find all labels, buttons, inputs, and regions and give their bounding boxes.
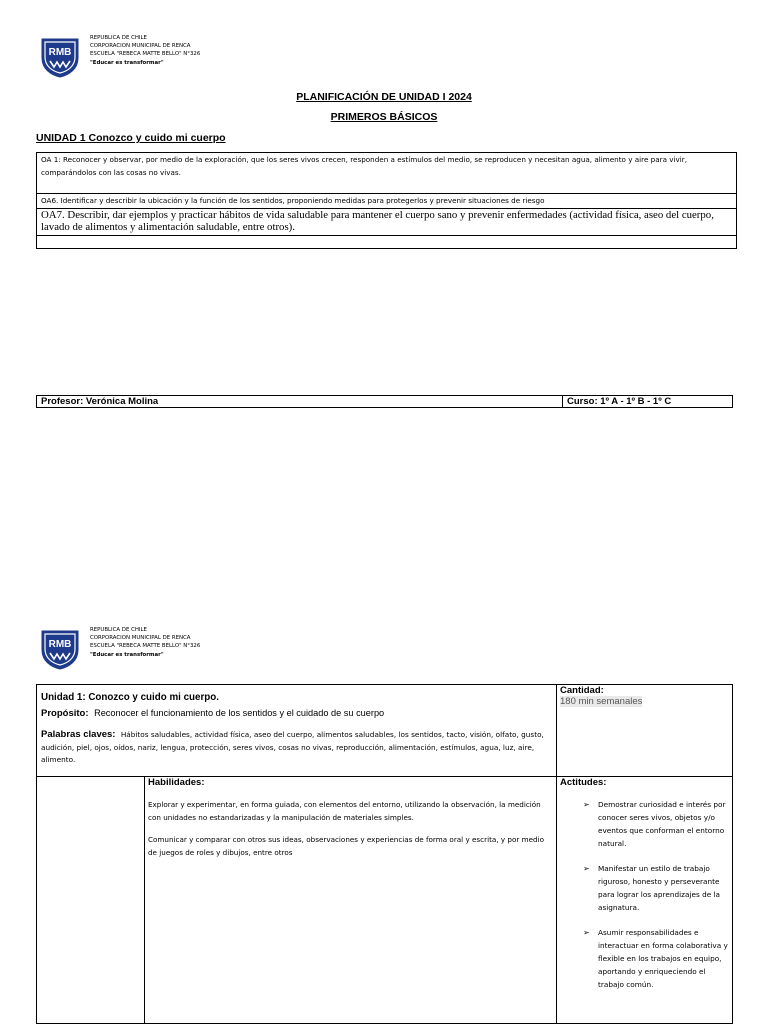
page-title: PLANIFICACIÓN DE UNIDAD I 2024 <box>296 91 472 103</box>
school-logo-icon <box>40 36 80 78</box>
objective-empty-row <box>37 236 736 248</box>
header-line-1: REPUBLICA DE CHILE <box>90 627 147 633</box>
school-header <box>40 36 200 78</box>
skill-item: Explorar y experimentar, en forma guiada, con elementos del entorno, utilizando la observación, la medición con unidades no estandarizadas y la manipulación de materiales simples. <box>148 800 541 822</box>
header-line-1: REPUBLICA DE CHILE <box>90 35 147 41</box>
quantity-label: Cantidad: <box>560 685 604 696</box>
teacher-course-bar <box>36 395 733 408</box>
purpose-text: Reconocer el funcionamiento de los sentidos y el cuidado de su cuerpo <box>94 708 385 718</box>
objectives-table <box>36 152 737 249</box>
purpose-label: Propósito: <box>41 708 89 719</box>
keywords-text: Hábitos saludables, actividad física, aseo del cuerpo, alimentos saludables, los sentidos, tacto, visión, olfato, gusto, audición, piel, ojos, oídos, nariz, lengua, protección, seres vivos, cosas no vivas, reproducción, alimentación, estímulos, agua, luz, aire, alimento. <box>41 730 544 764</box>
course-list: Curso: 1º A - 1º B - 1º C <box>567 396 672 407</box>
school-motto: "Educar es transformar" <box>90 651 164 658</box>
quantity-value: 180 min semanales <box>560 696 643 707</box>
keywords-row <box>41 729 553 767</box>
attitudes-cell <box>560 777 730 1003</box>
header-line-2: CORPORACION MUNICIPAL DE RENCA <box>90 635 191 642</box>
purpose-row <box>41 708 553 719</box>
header-line-3: ESCUELA "REBECA MATTE BELLO" N°326 <box>90 51 201 58</box>
attitude-item: ➢ Demostrar curiosidad e interés por conocer seres vivos, objetos y/o eventos que conforman el entorno natural. <box>583 800 726 848</box>
bullet-arrow-icon: ➢ <box>583 800 590 809</box>
unit-info <box>41 692 553 767</box>
skills-cell <box>148 777 552 859</box>
svg-text:RMB: RMB <box>48 47 72 58</box>
unit-title: Unidad 1: Conozco y cuido mi cuerpo. <box>41 692 219 703</box>
attitude-item: ➢ Manifestar un estilo de trabajo riguroso, honesto y perseverante para lograr los aprendizajes de la asignatura. <box>583 864 721 912</box>
objective-oa1: OA 1: Reconocer y observar, por medio de la exploración, que los seres vivos crecen, responden a estímulos del medio, se reproducen y necesitan agua, alimento y aire para vivir, comparándolos con las cosas no vivas. <box>37 153 736 194</box>
skills-label: Habilidades: <box>148 777 205 788</box>
teacher-name: Profesor: Verónica Molina <box>37 396 563 407</box>
keywords-label: Palabras claves: <box>41 729 116 740</box>
objective-oa6: OA6. Identificar y describir la ubicación y la función de los sentidos, proponiendo medidas para protegerlos y prevenir situaciones de riesgo <box>37 194 736 209</box>
school-motto: "Educar es transformar" <box>90 59 164 66</box>
skill-item: Comunicar y comparar con otros sus ideas, observaciones y experiencias de forma oral y escrita, y por medio de juegos de roles y dibujos, entre otros <box>148 835 544 857</box>
attitudes-label: Actitudes: <box>560 777 607 788</box>
attitudes-list <box>560 798 730 991</box>
header-line-3: ESCUELA "REBECA MATTE BELLO" N°326 <box>90 643 201 650</box>
bullet-arrow-icon: ➢ <box>583 864 590 873</box>
school-header-page2 <box>40 628 200 670</box>
page-subtitle: PRIMEROS BÁSICOS <box>330 111 438 123</box>
planning-grid <box>36 684 733 1024</box>
bullet-arrow-icon: ➢ <box>583 928 590 937</box>
svg-text:RMB: RMB <box>48 639 72 650</box>
attitude-item: ➢ Asumir responsabilidades e interactuar en forma colaborativa y flexible en los trabajos en equipo, aportando y enriqueciendo el trabajo común. <box>583 928 728 989</box>
header-line-2: CORPORACION MUNICIPAL DE RENCA <box>90 43 191 50</box>
quantity-cell <box>560 685 730 707</box>
school-logo-icon <box>40 628 80 670</box>
unit-heading: UNIDAD 1 Conozco y cuido mi cuerpo <box>36 132 226 144</box>
objective-oa7: OA7. Describir, dar ejemplos y practicar hábitos de vida saludable para mantener el cuerpo sano y prevenir enfermedades (actividad física, aseo del cuerpo, lavado de alimentos y alimentación saludable, entre otros). <box>37 209 736 236</box>
